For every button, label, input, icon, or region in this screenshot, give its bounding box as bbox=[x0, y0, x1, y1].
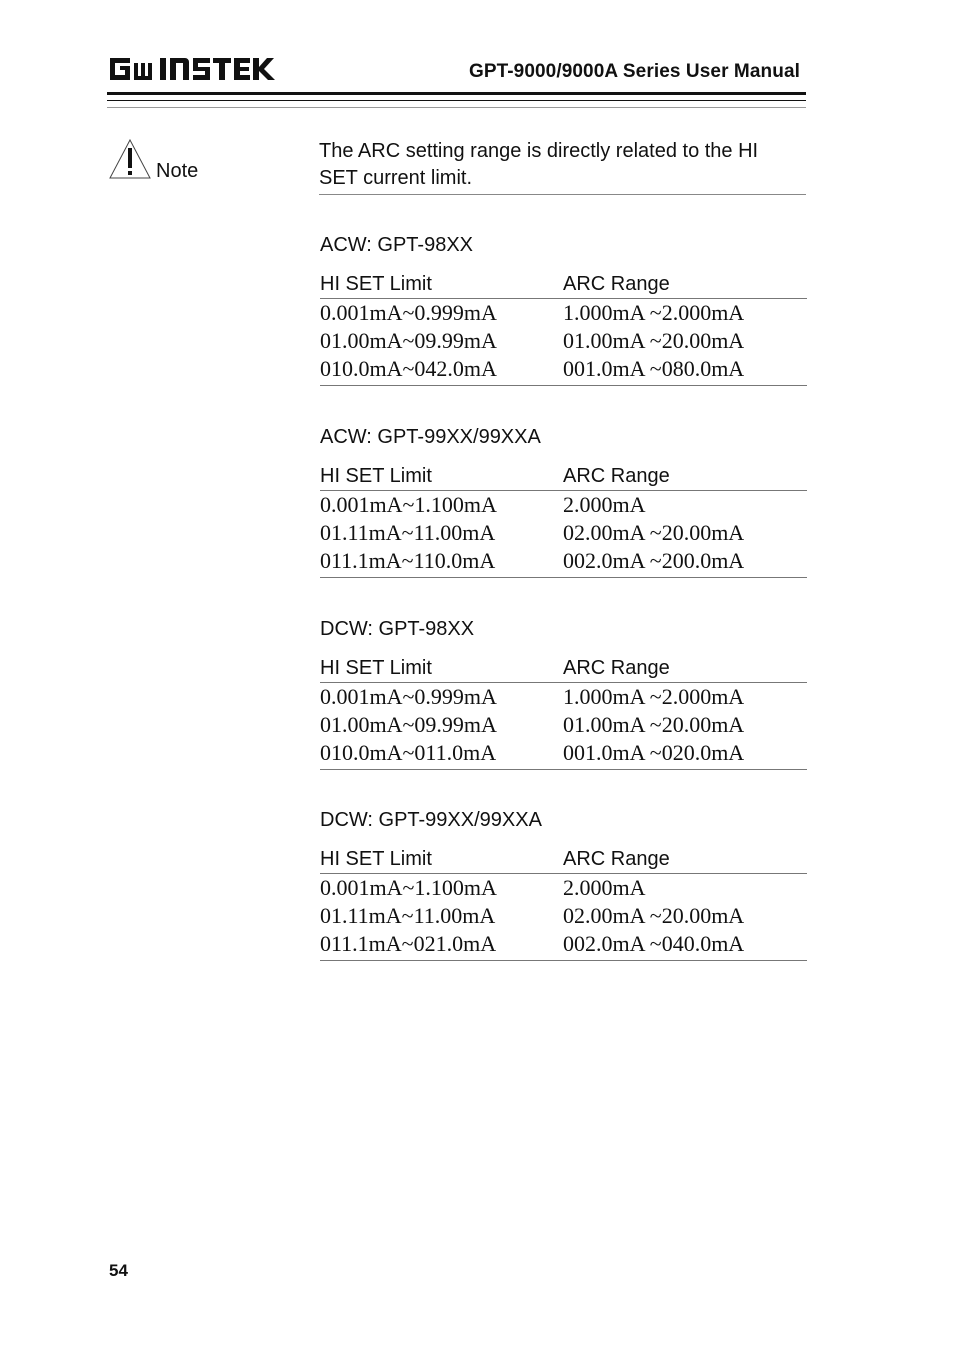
cell-hi-set-limit: 01.00mA~09.99mA bbox=[320, 328, 497, 353]
cell-hi-set-limit: 0.001mA~1.100mA bbox=[320, 492, 497, 517]
table-row bbox=[320, 683, 807, 711]
cell-hi-set-limit: 01.11mA~11.00mA bbox=[320, 520, 496, 545]
table-row bbox=[320, 739, 807, 767]
cell-arc-range: 001.0mA ~020.0mA bbox=[563, 740, 745, 765]
section-acw-gpt-98xx bbox=[320, 231, 807, 386]
cell-arc-range: 1.000mA ~2.000mA bbox=[563, 300, 745, 325]
header-divider bbox=[107, 92, 806, 95]
cell-hi-set-limit: 01.11mA~11.00mA bbox=[320, 903, 496, 928]
section-dcw-gpt-98xx bbox=[320, 615, 807, 770]
column-header-arc-range: ARC Range bbox=[563, 273, 670, 295]
table-row bbox=[320, 491, 807, 519]
table-row bbox=[320, 355, 807, 383]
cell-hi-set-limit: 0.001mA~0.999mA bbox=[320, 684, 497, 709]
cell-hi-set-limit: 01.00mA~09.99mA bbox=[320, 712, 497, 737]
table-row bbox=[320, 299, 807, 327]
column-header-hi-set-limit: HI SET Limit bbox=[320, 273, 432, 295]
manual-title: GPT-9000/9000A Series User Manual bbox=[468, 61, 800, 82]
cell-arc-range: 1.000mA ~2.000mA bbox=[563, 684, 745, 709]
cell-arc-range: 02.00mA ~20.00mA bbox=[563, 903, 745, 928]
cell-arc-range: 01.00mA ~20.00mA bbox=[563, 328, 745, 353]
header-divider-light bbox=[107, 107, 806, 108]
cell-arc-range: 001.0mA ~080.0mA bbox=[563, 356, 745, 381]
column-header-arc-range: ARC Range bbox=[563, 657, 670, 679]
table-body bbox=[320, 683, 807, 770]
warning-icon bbox=[108, 138, 152, 180]
page-number: 54 bbox=[109, 1261, 128, 1280]
cell-hi-set-limit: 0.001mA~1.100mA bbox=[320, 875, 497, 900]
section-title: ACW: GPT-99XX/99XXA bbox=[320, 426, 541, 448]
table-header bbox=[320, 845, 807, 874]
table-row bbox=[320, 930, 807, 958]
section-title: ACW: GPT-98XX bbox=[320, 234, 474, 256]
cell-arc-range: 002.0mA ~040.0mA bbox=[563, 931, 745, 956]
cell-hi-set-limit: 011.1mA~110.0mA bbox=[320, 548, 496, 573]
table-row bbox=[320, 874, 807, 902]
note-divider bbox=[319, 194, 806, 195]
gw-instek-logo bbox=[108, 54, 278, 84]
table-row bbox=[320, 902, 807, 930]
note-text: The ARC setting range is directly related to the HI SET current limit. bbox=[319, 140, 759, 189]
cell-arc-range: 002.0mA ~200.0mA bbox=[563, 548, 745, 573]
cell-hi-set-limit: 011.1mA~021.0mA bbox=[320, 931, 497, 956]
note-label: Note bbox=[156, 160, 199, 182]
cell-hi-set-limit: 010.0mA~042.0mA bbox=[320, 356, 497, 381]
section-title: DCW: GPT-98XX bbox=[320, 618, 475, 640]
table-header bbox=[320, 654, 807, 683]
column-header-arc-range: ARC Range bbox=[563, 465, 670, 487]
cell-hi-set-limit: 0.001mA~0.999mA bbox=[320, 300, 497, 325]
section-dcw-gpt-99xx bbox=[320, 806, 807, 961]
cell-arc-range: 2.000mA bbox=[563, 875, 646, 900]
column-header-hi-set-limit: HI SET Limit bbox=[320, 465, 432, 487]
table-body bbox=[320, 491, 807, 578]
table-row bbox=[320, 547, 807, 575]
table-header bbox=[320, 462, 807, 491]
section-acw-gpt-99xx bbox=[320, 423, 807, 578]
header-divider-thin bbox=[107, 100, 806, 101]
column-header-hi-set-limit: HI SET Limit bbox=[320, 848, 432, 870]
table-row bbox=[320, 519, 807, 547]
column-header-hi-set-limit: HI SET Limit bbox=[320, 657, 432, 679]
cell-arc-range: 02.00mA ~20.00mA bbox=[563, 520, 745, 545]
table-body bbox=[320, 874, 807, 961]
cell-arc-range: 2.000mA bbox=[563, 492, 646, 517]
cell-arc-range: 01.00mA ~20.00mA bbox=[563, 712, 745, 737]
section-title: DCW: GPT-99XX/99XXA bbox=[320, 809, 542, 831]
table-body bbox=[320, 299, 807, 386]
table-row bbox=[320, 327, 807, 355]
table-header bbox=[320, 270, 807, 299]
cell-hi-set-limit: 010.0mA~011.0mA bbox=[320, 740, 497, 765]
column-header-arc-range: ARC Range bbox=[563, 848, 670, 870]
table-row bbox=[320, 711, 807, 739]
